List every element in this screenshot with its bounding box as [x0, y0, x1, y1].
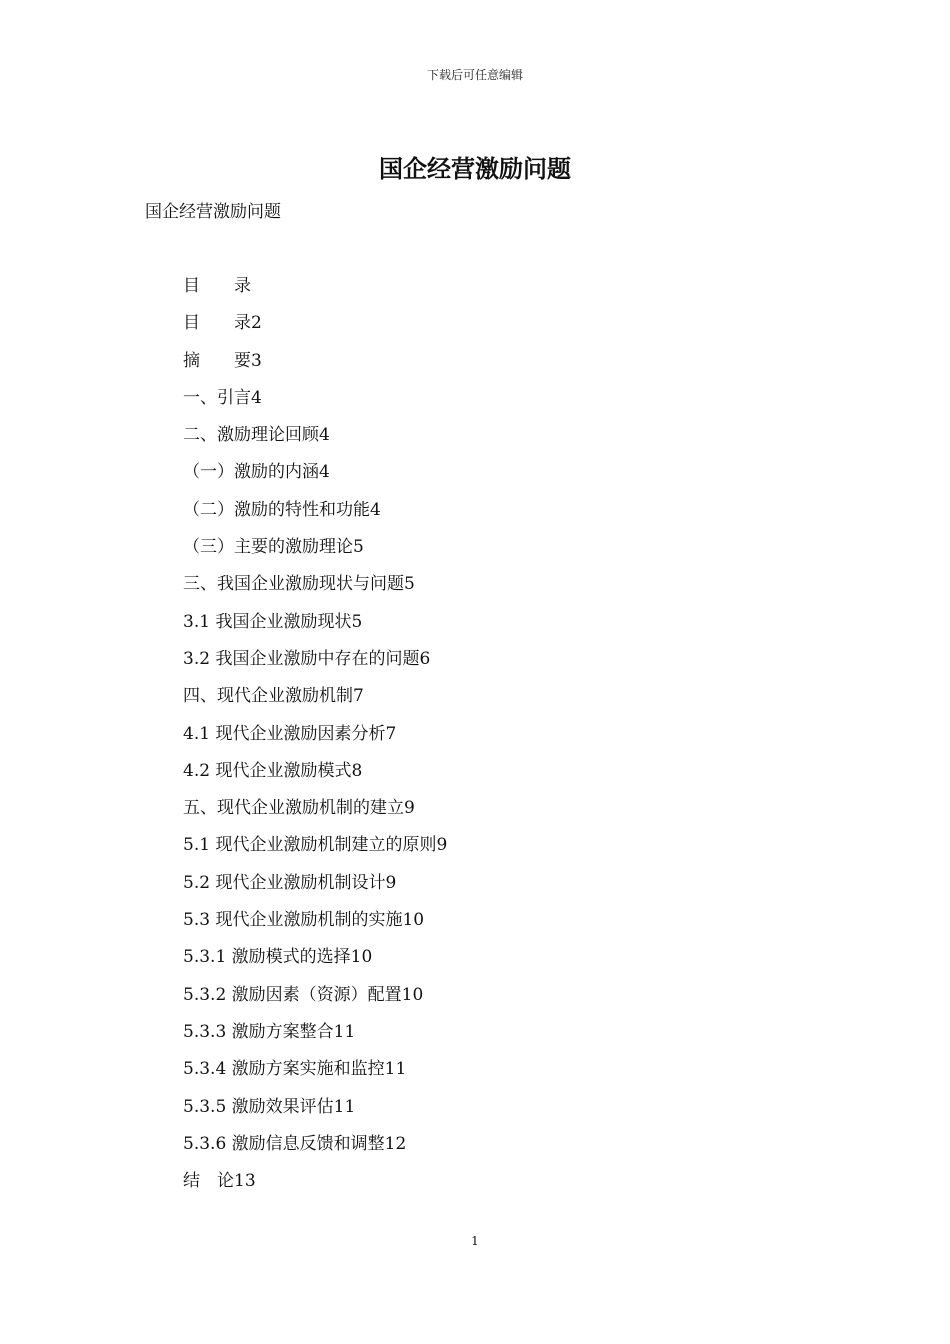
toc-item: 5.2 现代企业激励机制设计9 [183, 872, 397, 893]
document-subtitle: 国企经营激励问题 [145, 202, 281, 222]
toc-item: 目 录2 [183, 313, 262, 334]
toc-item: 一、引言4 [183, 387, 262, 408]
toc-item: 5.3.3 激励方案整合11 [183, 1021, 356, 1042]
toc-item: 5.3 现代企业激励机制的实施10 [183, 910, 425, 931]
toc-item: 5.1 现代企业激励机制建立的原则9 [183, 835, 448, 856]
toc-item: 摘 要3 [183, 350, 262, 371]
page-number: 1 [471, 1234, 479, 1248]
toc-item: 三、我国企业激励现状与问题5 [183, 574, 415, 595]
page-header-note: 下载后可任意编辑 [426, 68, 523, 82]
toc-item: 5.3.6 激励信息反馈和调整12 [183, 1133, 407, 1154]
toc-item: 3.1 我国企业激励现状5 [183, 611, 363, 632]
toc-item: 结 论13 [183, 1171, 256, 1192]
toc-item: 4.2 现代企业激励模式8 [183, 760, 363, 781]
toc-item: （三）主要的激励理论5 [183, 537, 364, 558]
document-title: 国企经营激励问题 [379, 154, 571, 183]
toc-item: 5.3.5 激励效果评估11 [183, 1096, 356, 1117]
table-of-contents [183, 274, 447, 1206]
toc-item: 四、现代企业激励机制7 [183, 686, 364, 707]
toc-item: 3.2 我国企业激励中存在的问题6 [183, 648, 431, 669]
toc-item: 5.3.1 激励模式的选择10 [183, 947, 373, 968]
toc-item: 5.3.4 激励方案实施和监控11 [183, 1059, 407, 1080]
toc-item: 5.3.2 激励因素（资源）配置10 [183, 984, 424, 1005]
toc-item: 二、激励理论回顾4 [183, 425, 330, 446]
toc-item: 五、现代企业激励机制的建立9 [183, 798, 415, 819]
toc-item: 目 录 [183, 276, 251, 296]
toc-item: （二）激励的特性和功能4 [183, 499, 381, 520]
toc-item: 4.1 现代企业激励因素分析7 [183, 723, 397, 744]
toc-item: （一）激励的内涵4 [183, 462, 330, 483]
